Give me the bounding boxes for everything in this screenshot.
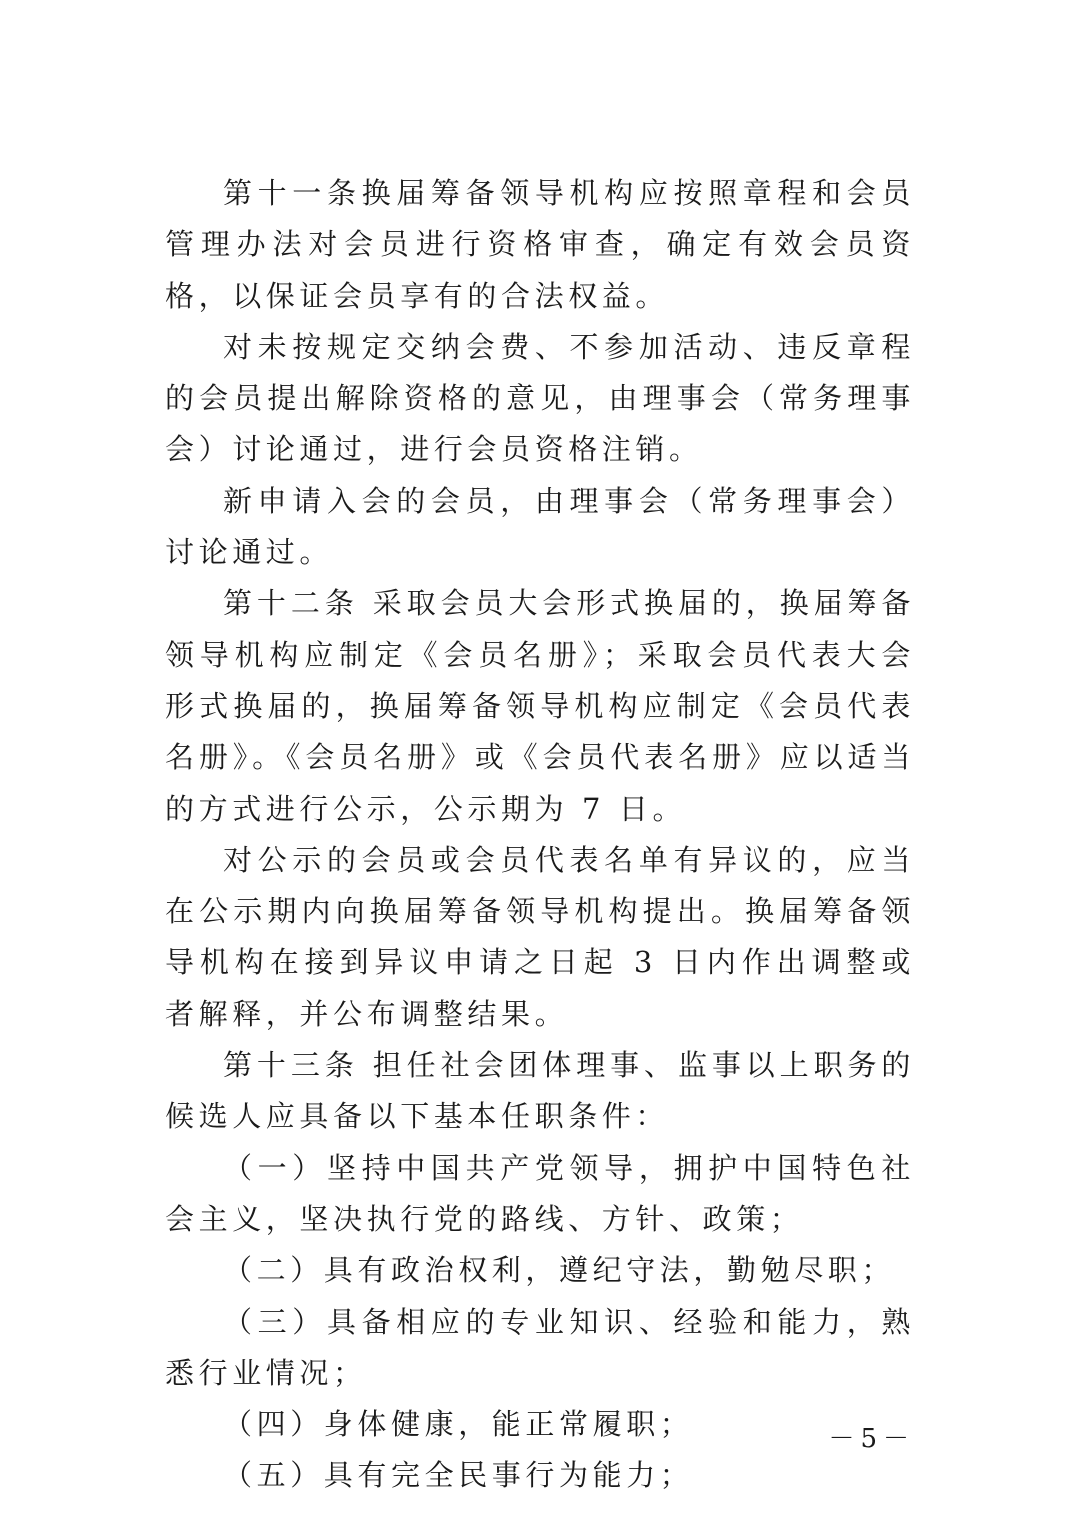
objection-paragraph: 对公示的会员或会员代表名单有异议的，应当在公示期内向换届筹备领导机构提出。换届筹备领导机构在接到异议申请之日起 3 日内作出调整或者解释，并公布调整结果。 [165,842,915,1031]
condition-item-3: （三）具备相应的专业知识、经验和能力，熟悉行业情况； [165,1304,915,1390]
condition-item-4: （四）身体健康，能正常履职； [223,1407,694,1442]
article-12-paragraph: 第十二条 采取会员大会形式换届的，换届筹备领导机构应制定《会员名册》；采取会员代表大会形式换届的，换届筹备领导机构应制定《会员代表名册》。《会员名册》或《会员代表名册》应以适当的方式进行公示，公示期为 7 日。 [165,586,915,826]
condition-item-2: （二）具有政治权利，遵纪守法，勤勉尽职； [223,1253,896,1288]
article-13-paragraph: 第十三条 担任社会团体理事、监事以上职务的候选人应具备以下基本任职条件： [165,1048,915,1134]
document-body [165,168,915,1502]
page-number: －5－ [828,1424,915,1454]
new-member-paragraph: 新申请入会的会员，由理事会（常务理事会）讨论通过。 [165,483,915,570]
condition-item-1: （一）坚持中国共产党领导，拥护中国特色社会主义，坚决执行党的路线、方针、政策； [165,1150,915,1236]
article-11-paragraph: 第十一条换届筹备领导机构应按照章程和会员管理办法对会员进行资格审查，确定有效会员资格，以保证会员享有的合法权益。 [165,176,915,313]
condition-item-5: （五）具有完全民事行为能力； [223,1458,694,1493]
membership-removal-paragraph: 对未按规定交纳会费、不参加活动、违反章程的会员提出解除资格的意见，由理事会（常务理事会）讨论通过，进行会员资格注销。 [165,329,915,467]
